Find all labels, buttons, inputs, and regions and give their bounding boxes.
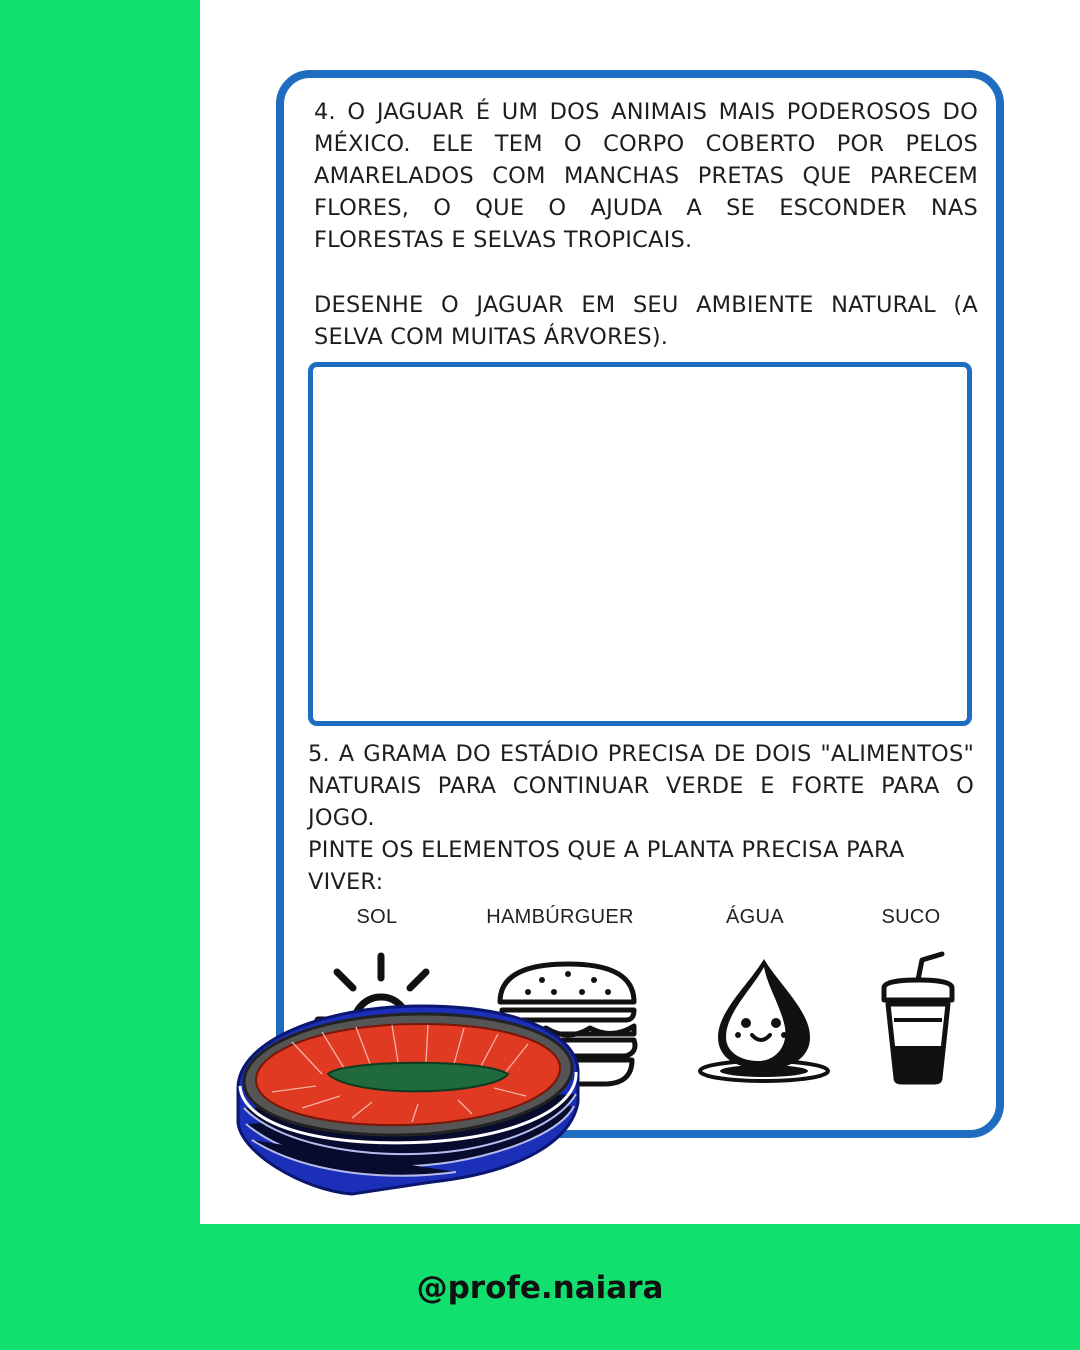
question-4-instruction: DESENHE O JAGUAR EM SEU AMBIENTE NATURAL (A SELVA COM MUITAS ÁRVORES). bbox=[314, 292, 978, 350]
question-5-instruction: PINTE OS ELEMENTOS QUE A PLANTA PRECISA PARA VIVER: bbox=[308, 837, 905, 895]
stadium-icon bbox=[232, 1002, 582, 1198]
question-5-text: 5. A GRAMA DO ESTÁDIO PRECISA DE DOIS "ALIMENTOS" NATURAIS PARA CONTINUAR VERDE E FORTE PARA O JOGO. bbox=[308, 741, 974, 831]
option-label-suco: SUCO bbox=[881, 906, 941, 928]
option-label-agua: ÁGUA bbox=[726, 906, 784, 928]
footer-handle: @profe.naiara bbox=[416, 1270, 664, 1306]
option-label-hamburguer: HAMBÚRGUER bbox=[486, 906, 634, 928]
drawing-area[interactable] bbox=[308, 362, 972, 726]
water-drop-icon[interactable] bbox=[694, 955, 834, 1085]
option-label-sol: SOL bbox=[356, 906, 398, 928]
question-4-text: 4. O JAGUAR É UM DOS ANIMAIS MAIS PODEROSOS DO MÉXICO. ELE TEM O CORPO COBERTO POR PELOS AMARELADOS COM MANCHAS PRETAS QUE PARECEM FLORES, O QUE O AJUDA A SE ESCONDER NAS FLORESTAS E SELVAS TROPICAIS. bbox=[314, 99, 978, 253]
juice-cup-icon[interactable] bbox=[878, 950, 958, 1086]
